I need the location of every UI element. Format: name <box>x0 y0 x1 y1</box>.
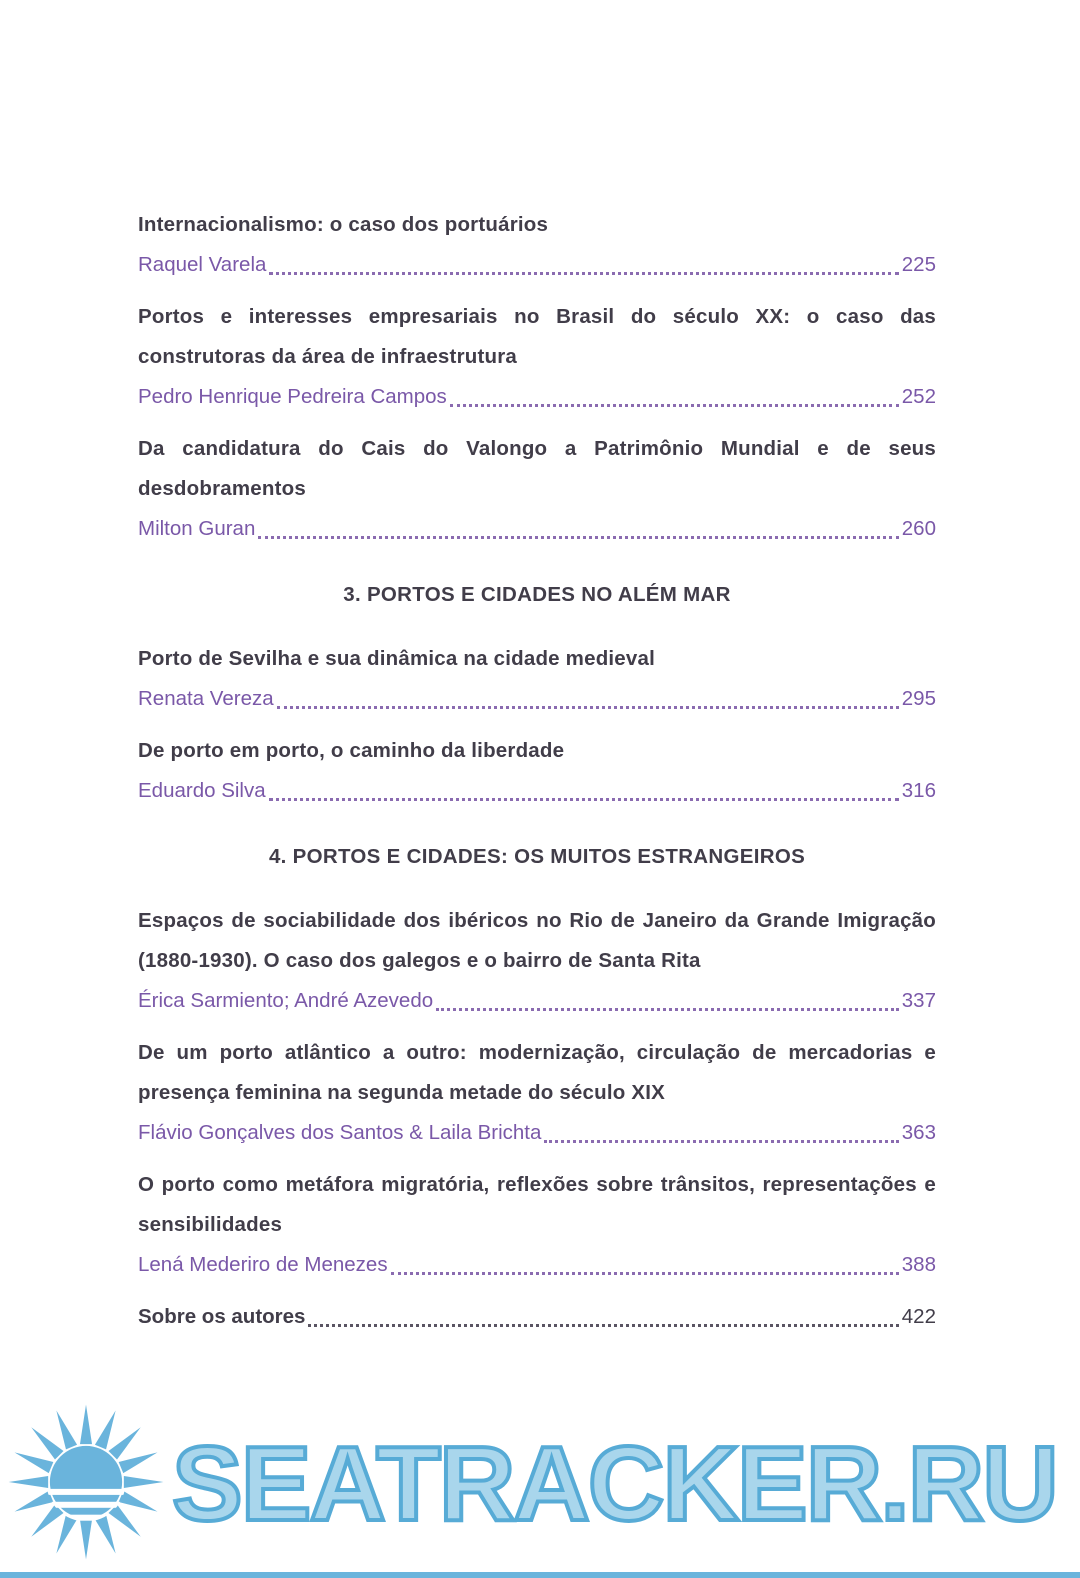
toc-authors-line <box>138 1297 936 1337</box>
toc-authors-label: Sobre os autores <box>138 1305 306 1328</box>
toc-entry-title: Da candidatura do Cais do Valongo a Patrimônio Mundial e de seus desdobramentos <box>138 437 936 500</box>
toc-entry-page: 316 <box>901 779 936 802</box>
toc-entry-page: 295 <box>901 687 936 710</box>
toc-entry-page: 363 <box>901 1121 936 1144</box>
toc-entry-line <box>138 981 936 1021</box>
toc-entry <box>138 901 936 1021</box>
toc-entry-title: Porto de Sevilha e sua dinâmica na cidade medieval <box>138 647 656 670</box>
toc-entry-page: 252 <box>901 385 936 408</box>
toc-entry <box>138 429 936 549</box>
dot-leader <box>391 1272 899 1275</box>
dot-leader <box>544 1140 898 1143</box>
bottom-border-line <box>0 1572 1080 1578</box>
toc-entry-page: 388 <box>901 1253 936 1276</box>
toc-entry-line <box>138 771 936 811</box>
toc-entry-line <box>138 509 936 549</box>
toc-entry-line <box>138 1245 936 1285</box>
toc-entry-title: De porto em porto, o caminho da liberdade <box>138 739 565 762</box>
toc-entry-title: Portos e interesses empresariais no Brasil do século XX: o caso das construtoras da área de infraestrutura <box>138 305 936 368</box>
toc-entry <box>138 731 936 811</box>
toc-entry-title: Internacionalismo: o caso dos portuários <box>138 213 549 236</box>
toc-entry <box>138 205 936 285</box>
sun-icon <box>0 1396 172 1568</box>
toc-authors-page: 422 <box>901 1305 936 1328</box>
toc-entry-line <box>138 679 936 719</box>
toc-entry-author: Pedro Henrique Pedreira Campos <box>138 385 447 408</box>
toc-entry-title: De um porto atlântico a outro: modernização, circulação de mercadorias e presença feminina na segunda metade do século XIX <box>138 1041 936 1104</box>
toc-entry-title: O porto como metáfora migratória, reflexões sobre trânsitos, representações e sensibilidades <box>138 1173 936 1236</box>
dot-leader <box>450 404 899 407</box>
toc-entry-author: Raquel Varela <box>138 253 267 276</box>
toc-entry-author: Milton Guran <box>138 517 256 540</box>
toc-entry-page: 260 <box>901 517 936 540</box>
toc-entry <box>138 1165 936 1285</box>
toc-entry-author: Lená Mederiro de Menezes <box>138 1253 388 1276</box>
dot-leader <box>258 536 898 539</box>
toc-entry-author: Érica Sarmiento; André Azevedo <box>138 989 434 1012</box>
toc-entry-author: Eduardo Silva <box>138 779 266 802</box>
dot-leader <box>269 798 899 801</box>
toc-entry-author: Flávio Gonçalves dos Santos & Laila Brichta <box>138 1121 542 1144</box>
toc-entry-line <box>138 1113 936 1153</box>
toc-entry <box>138 297 936 417</box>
toc-entry <box>138 1033 936 1153</box>
dot-leader <box>269 272 898 275</box>
dot-leader <box>277 706 899 709</box>
watermark-text: SEATRACKER.RU <box>172 1425 1057 1543</box>
dot-leader <box>308 1324 898 1327</box>
toc-section-heading: 3. PORTOS E CIDADES NO ALÉM MAR <box>343 583 731 606</box>
toc-entry-page: 337 <box>901 989 936 1012</box>
toc-entry-line <box>138 245 936 285</box>
toc-entry-line <box>138 377 936 417</box>
seatracker-watermark <box>0 1394 1080 1570</box>
toc-section-heading: 4. PORTOS E CIDADES: OS MUITOS ESTRANGEIROS <box>268 845 806 868</box>
dot-leader <box>436 1008 899 1011</box>
toc-entry-author: Renata Vereza <box>138 687 274 710</box>
toc-entry-page: 225 <box>901 253 936 276</box>
toc-entry <box>138 639 936 719</box>
toc-entry-title: Espaços de sociabilidade dos ibéricos no Rio de Janeiro da Grande Imigração (1880-1930). O caso dos galegos e o bairro de Santa Rita <box>138 909 936 972</box>
